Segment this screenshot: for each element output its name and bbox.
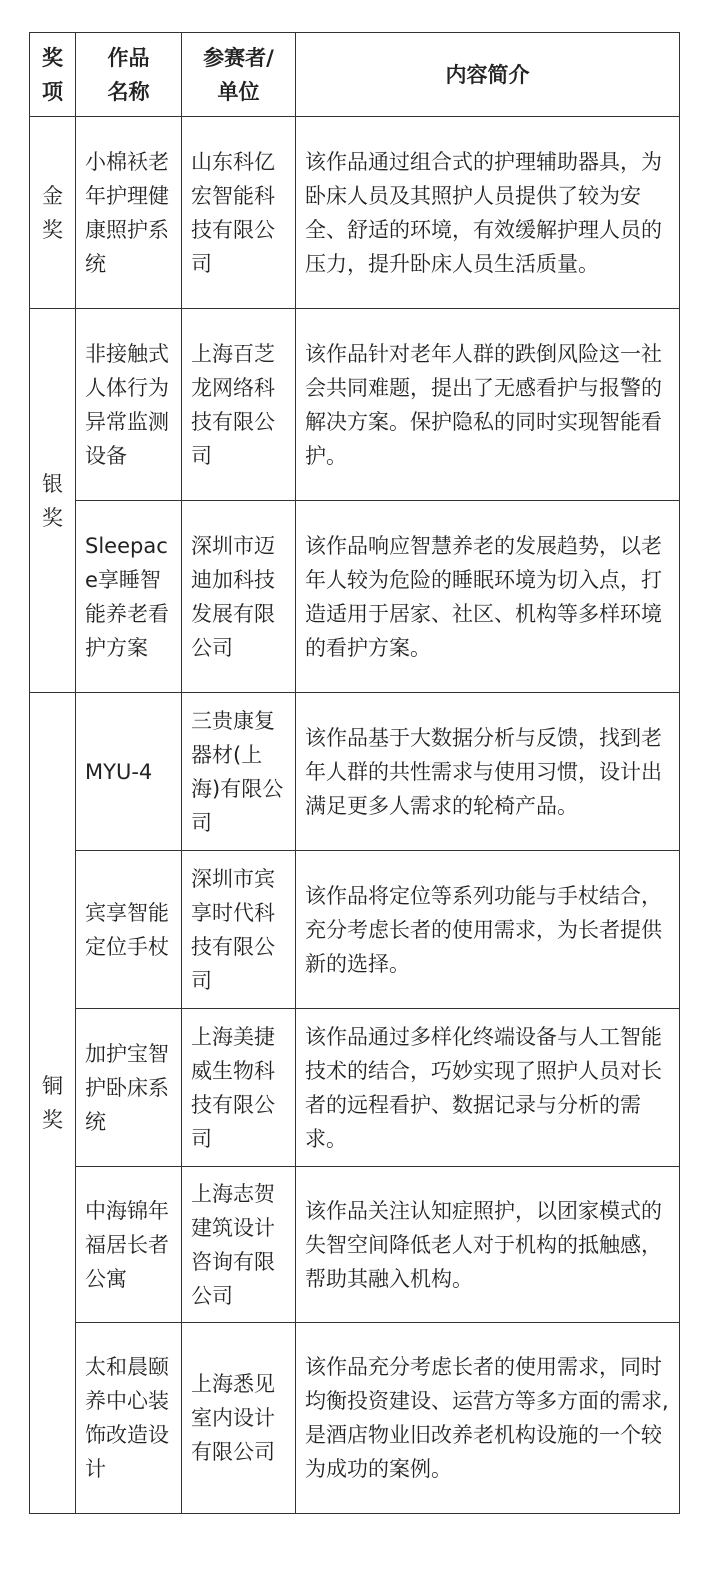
work-name-cell: 中海锦年福居长者公寓 <box>76 1167 182 1323</box>
entrant-cell: 三贵康复器材(上海)有限公司 <box>182 693 296 851</box>
entrant-cell: 上海百芝龙网络科技有限公司 <box>182 309 296 501</box>
table-row <box>30 851 680 1009</box>
work-name-cell: 宾享智能定位手杖 <box>76 851 182 1009</box>
work-name-cell: 小棉袄老年护理健康照护系统 <box>76 117 182 309</box>
awards-table <box>29 32 680 1514</box>
work-name-cell: 太和晨颐养中心装饰改造设计 <box>76 1323 182 1514</box>
table-row <box>30 693 680 851</box>
award-cell-gold: 金奖 <box>30 117 76 309</box>
award-cell-silver: 银奖 <box>30 309 76 693</box>
summary-cell: 该作品通过多样化终端设备与人工智能技术的结合，巧妙实现了照护人员对长者的远程看护、数据记录与分析的需求。 <box>296 1009 680 1167</box>
table-row <box>30 117 680 309</box>
header-summary: 内容简介 <box>296 33 680 117</box>
header-work-name: 作品名称 <box>76 33 182 117</box>
summary-cell: 该作品将定位等系列功能与手杖结合，充分考虑长者的使用需求，为长者提供新的选择。 <box>296 851 680 1009</box>
entrant-cell: 深圳市迈迪加科技发展有限公司 <box>182 501 296 693</box>
table-row <box>30 1167 680 1323</box>
entrant-cell: 深圳市宾享时代科技有限公司 <box>182 851 296 1009</box>
entrant-cell: 上海志贺建筑设计咨询有限公司 <box>182 1167 296 1323</box>
table-row <box>30 1009 680 1167</box>
award-cell-bronze: 铜奖 <box>30 693 76 1514</box>
work-name-cell: MYU-4 <box>76 693 182 851</box>
entrant-cell: 上海悉见室内设计有限公司 <box>182 1323 296 1514</box>
summary-cell: 该作品针对老年人群的跌倒风险这一社会共同难题，提出了无感看护与报警的解决方案。保护隐私的同时实现智能看护。 <box>296 309 680 501</box>
header-entrant: 参赛者/单位 <box>182 33 296 117</box>
summary-cell: 该作品通过组合式的护理辅助器具，为卧床人员及其照护人员提供了较为安全、舒适的环境，有效缓解护理人员的压力，提升卧床人员生活质量。 <box>296 117 680 309</box>
header-row <box>30 33 680 117</box>
entrant-cell: 上海美捷威生物科技有限公司 <box>182 1009 296 1167</box>
work-name-cell: Sleepace享睡智能养老看护方案 <box>76 501 182 693</box>
summary-cell: 该作品响应智慧养老的发展趋势，以老年人较为危险的睡眠环境为切入点，打造适用于居家、社区、机构等多样环境的看护方案。 <box>296 501 680 693</box>
table-row <box>30 309 680 501</box>
summary-cell: 该作品关注认知症照护，以团家模式的失智空间降低老人对于机构的抵触感，帮助其融入机构。 <box>296 1167 680 1323</box>
entrant-cell: 山东科亿宏智能科技有限公司 <box>182 117 296 309</box>
header-award: 奖项 <box>30 33 76 117</box>
table-row <box>30 1323 680 1514</box>
work-name-cell: 加护宝智护卧床系统 <box>76 1009 182 1167</box>
work-name-cell: 非接触式人体行为异常监测设备 <box>76 309 182 501</box>
summary-cell: 该作品充分考虑长者的使用需求，同时均衡投资建设、运营方等多方面的需求,是酒店物业旧改养老机构设施的一个较为成功的案例。 <box>296 1323 680 1514</box>
table-row <box>30 501 680 693</box>
summary-cell: 该作品基于大数据分析与反馈，找到老年人群的共性需求与使用习惯，设计出满足更多人需求的轮椅产品。 <box>296 693 680 851</box>
